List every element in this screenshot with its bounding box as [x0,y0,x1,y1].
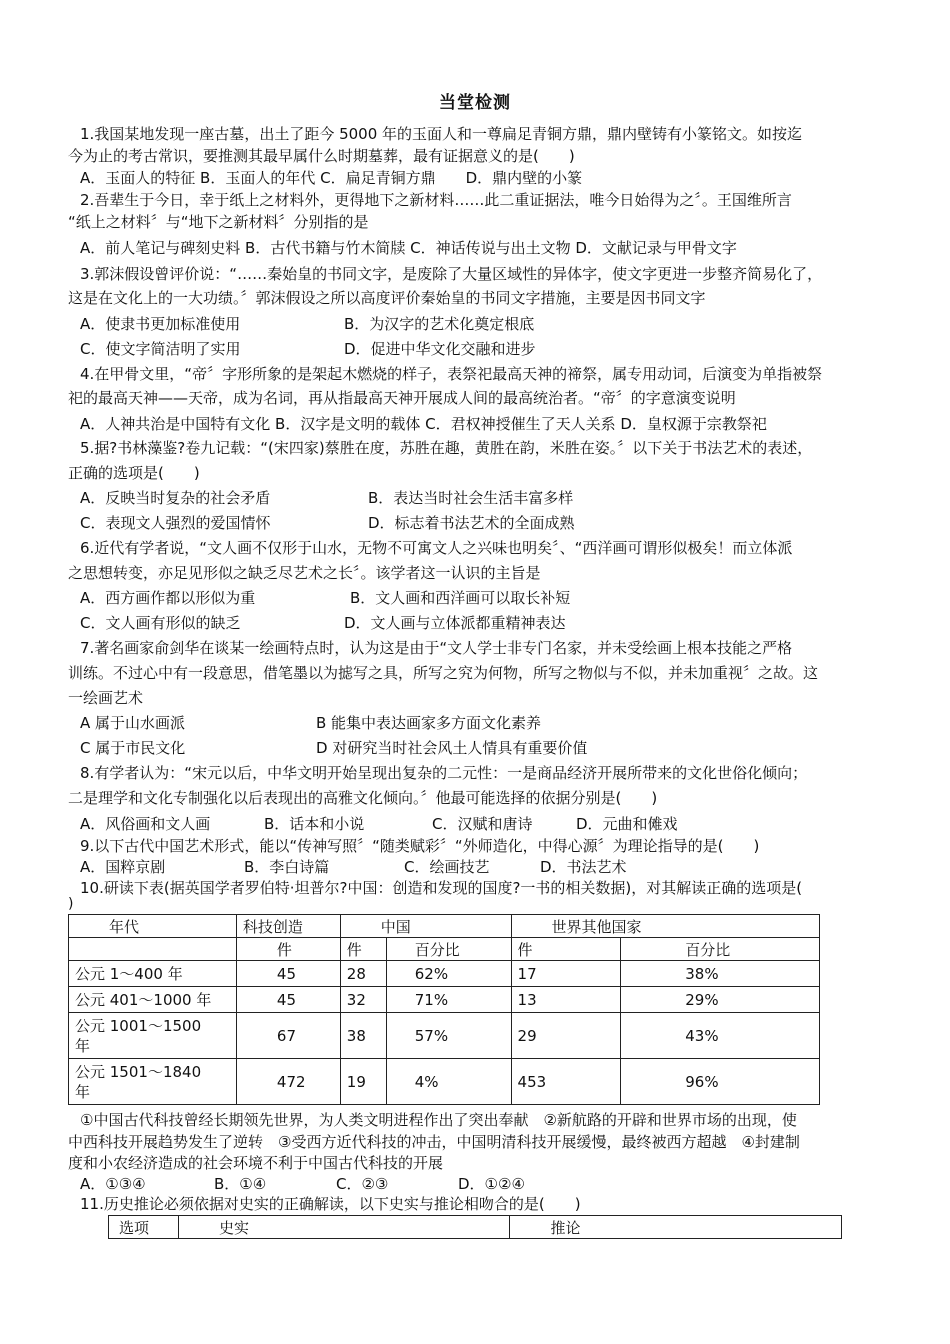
q8-option-a: A．风俗画和文人画 [80,815,211,833]
q3-line2: 这是在文化上的一大功绩。〞郭沫假设之所以高度评价秦始皇的书同文字措施，主要是因书同文字 [68,289,706,307]
q8-option-b: B．话本和小说 [264,815,365,833]
q5-option-c: C．表现文人强烈的爱国情怀 [80,514,271,532]
q10-statement2: 中西科技开展趋势发生了逆转 ③受西方近代科技的冲击，中国明清科技开展缓慢，最终被西方超越 ④封建制 [68,1133,800,1151]
cn-cell: 32 [340,987,386,1013]
q8-option-d: D．元曲和傩戏 [576,815,678,833]
page-title: 当堂检测 [439,93,511,113]
q7-option-a: A 属于山水画派 [80,714,186,732]
w-pct-cell: 38% [621,961,820,987]
table-header-row [69,915,820,938]
cn-cell: 19 [340,1059,386,1105]
cn-pct-cell: 71% [386,987,511,1013]
q6-line1: 6.近代有学者说，“文人画不仅形于山水，无物不可寓文人之兴味也明矣〞、“西洋画可谓形似极矣！而立体派 [80,539,793,557]
q4-options: A．人神共治是中国特有文化 B．汉字是文明的载体 C．君权神授催生了天人关系 D．皇权源于宗教祭祀 [80,415,767,433]
q3-line1: 3.郭沫假设曾评价说：“……秦始皇的书同文字，是废除了大量区域性的异体字，使文字更进一步整齐简易化了， [80,265,823,283]
w-pct-cell: 96% [621,1059,820,1105]
subheader-w-jian: 件 [511,938,621,961]
q6-option-a: A．西方画作都以形似为重 [80,589,256,607]
q4-line1: 4.在甲骨文里，“帝〞字形所象的是架起木燃烧的样子，表祭祀最高天神的禘祭，属专用动词，后演变为单指被祭 [80,365,823,383]
era-cell-line1: 公元 1501～1840 [75,1062,202,1081]
q10-option-c: C．②③ [336,1175,389,1193]
subheader-w-pct: 百分比 [621,938,820,961]
q7-line2: 训练。不过心中有一段意思，借笔墨以为摅写之具，所写之究为何物，所写之物似与不似，并未加重视〞之故。这 [68,664,819,682]
header-world: 世界其他国家 [511,915,819,938]
subheader-cn-jian: 件 [340,938,386,961]
q10-option-a: A．①③④ [80,1175,146,1193]
w-cell: 453 [511,1059,621,1105]
q10-option-b: B．①④ [214,1175,267,1193]
era-cell-line2: 年 [75,1036,91,1055]
q10-line1: 10.研读下表(据英国学者罗伯特·坦普尔?中国：创造和发现的国度?一书的相关数据)，对其解读正确的选项是( [80,879,803,897]
w-cell: 29 [511,1013,621,1059]
q8-line1: 8.有学者认为：“宋元以后，中华文明开始呈现出复杂的二元性：一是商品经济开展所带来的文化世俗化倾向； [80,764,808,782]
table-row [69,1059,820,1105]
q10-option-d: D．①②④ [458,1175,525,1193]
q6-option-b: B．文人画和西洋画可以取长补短 [350,589,571,607]
q1-options: A．玉面人的特征 B．玉面人的年代 C．扁足青铜方鼎 D．鼎内壁的小篆 [80,169,583,187]
q9-option-d: D．书法艺术 [540,858,627,876]
cn-pct-cell: 4% [386,1059,511,1105]
q8-option-c: C．汉赋和唐诗 [432,815,533,833]
table-subheader-row [69,938,820,961]
q10-statement1: ①中国古代科技曾经长期领先世界，为人类文明进程作出了突出奉献 ②新航路的开辟和世界市场的出现，使 [80,1111,797,1129]
era-cell [69,1059,237,1105]
table-row [69,961,820,987]
tech-cell: 67 [236,1013,340,1059]
q7-option-c: C 属于市民文化 [80,739,186,757]
q3-option-c: C．使文字简洁明了实用 [80,340,241,358]
table-row [69,987,820,1013]
era-cell-line1: 公元 1001～1500 [75,1016,202,1035]
q1-line2: 今为止的考古常识，要推测其最早属什么时期墓葬，最有证据意义的是( ) [68,147,575,165]
cn-cell: 38 [340,1013,386,1059]
q2-line1: 2.吾辈生于今日，幸于纸上之材料外，更得地下之新材料……此二重证据法，唯今日始得为之〞。王国维所言 [80,191,792,209]
w-cell: 13 [511,987,621,1013]
q11-table [108,1215,842,1239]
subheader-tech-jian: 件 [236,938,340,961]
q10-line2: ) [68,896,74,912]
q5-line1: 5.据?书林藻鉴?卷九记载：“(宋四家)蔡胜在度，苏胜在趣，黄胜在韵，米胜在姿。〞以下关于书法艺术的表述， [80,439,813,457]
q7-option-d: D 对研究当时社会风土人情具有重要价值 [316,739,588,757]
q6-option-d: D．文人画与立体派都重精神表达 [344,614,566,632]
era-cell: 公元 401～1000 年 [69,987,237,1013]
q11-header-row [109,1216,842,1239]
q6-line2: 之思想转变，亦足见形似之缺乏尽艺术之长〞。该学者这一认识的主旨是 [68,564,541,582]
q11-header-inference: 推论 [510,1216,842,1239]
q5-option-a: A．反映当时复杂的社会矛盾 [80,489,271,507]
q3-option-d: D．促进中华文化交融和进步 [344,340,536,358]
q4-line2: 祀的最高天神——天帝，成为名词，再从指最高天神开展成人间的最高统治者。“帝〞的字意演变说明 [68,389,736,407]
table-row [69,1013,820,1059]
era-cell-line2: 年 [75,1082,91,1101]
era-cell [69,1013,237,1059]
tech-cell: 45 [236,987,340,1013]
cn-pct-cell: 62% [386,961,511,987]
q2-line2: “纸上之材料〞与“地下之新材料〞分别指的是 [68,213,369,231]
q11-header-fact: 史实 [178,1216,510,1239]
q8-line2: 二是理学和文化专制强化以后表现出的高雅文化倾向。〞他最可能选择的依据分别是( ) [68,789,658,807]
q11-header-option: 选项 [109,1216,179,1239]
cn-pct-cell: 57% [386,1013,511,1059]
q3-option-b: B．为汉字的艺术化奠定根底 [344,315,535,333]
q9-option-c: C．绘画技艺 [404,858,490,876]
q9-line1: 9.以下古代中国艺术形式，能以“传神写照〞“随类赋彩〞“外师造化，中得心源〞为理论指导的是( ) [80,837,760,855]
q11-line1: 11.历史推论必须依据对史实的正确解读，以下史实与推论相吻合的是( ) [80,1195,581,1213]
q5-option-d: D．标志着书法艺术的全面成熟 [368,514,575,532]
q7-line1: 7.著名画家俞剑华在谈某一绘画特点时，认为这是由于“文人学士非专门名家，并未受绘画上根本技能之严格 [80,639,793,657]
header-tech: 科技创造 [236,915,340,938]
q7-option-b: B 能集中表达画家多方面文化素养 [316,714,542,732]
tech-cell: 472 [236,1059,340,1105]
q5-option-b: B．表达当时社会生活丰富多样 [368,489,574,507]
cn-cell: 28 [340,961,386,987]
q9-option-b: B．李白诗篇 [244,858,330,876]
q3-option-a: A．使隶书更加标准使用 [80,315,241,333]
q9-option-a: A．国粹京剧 [80,858,166,876]
q10-statement3: 度和小农经济造成的社会环境不利于中国古代科技的开展 [68,1154,444,1172]
w-pct-cell: 29% [621,987,820,1013]
w-cell: 17 [511,961,621,987]
q1-line1: 1.我国某地发现一座古墓，出土了距今 5000 年的玉面人和一尊扁足青铜方鼎，鼎内壁铸有小篆铭文。如按迄 [80,125,803,143]
header-era: 年代 [69,915,237,938]
q5-line2: 正确的选项是( ) [68,464,200,482]
header-china: 中国 [340,915,511,938]
q10-table [68,914,820,1105]
subheader-cn-pct: 百分比 [386,938,511,961]
era-cell: 公元 1～400 年 [69,961,237,987]
q6-option-c: C．文人画有形似的缺乏 [80,614,241,632]
q2-options: A．前人笔记与碑刻史料 B．古代书籍与竹木简牍 C．神话传说与出土文物 D．文献记录与甲骨文字 [80,239,737,257]
w-pct-cell: 43% [621,1013,820,1059]
q7-line3: 一绘画艺术 [68,689,144,707]
tech-cell: 45 [236,961,340,987]
